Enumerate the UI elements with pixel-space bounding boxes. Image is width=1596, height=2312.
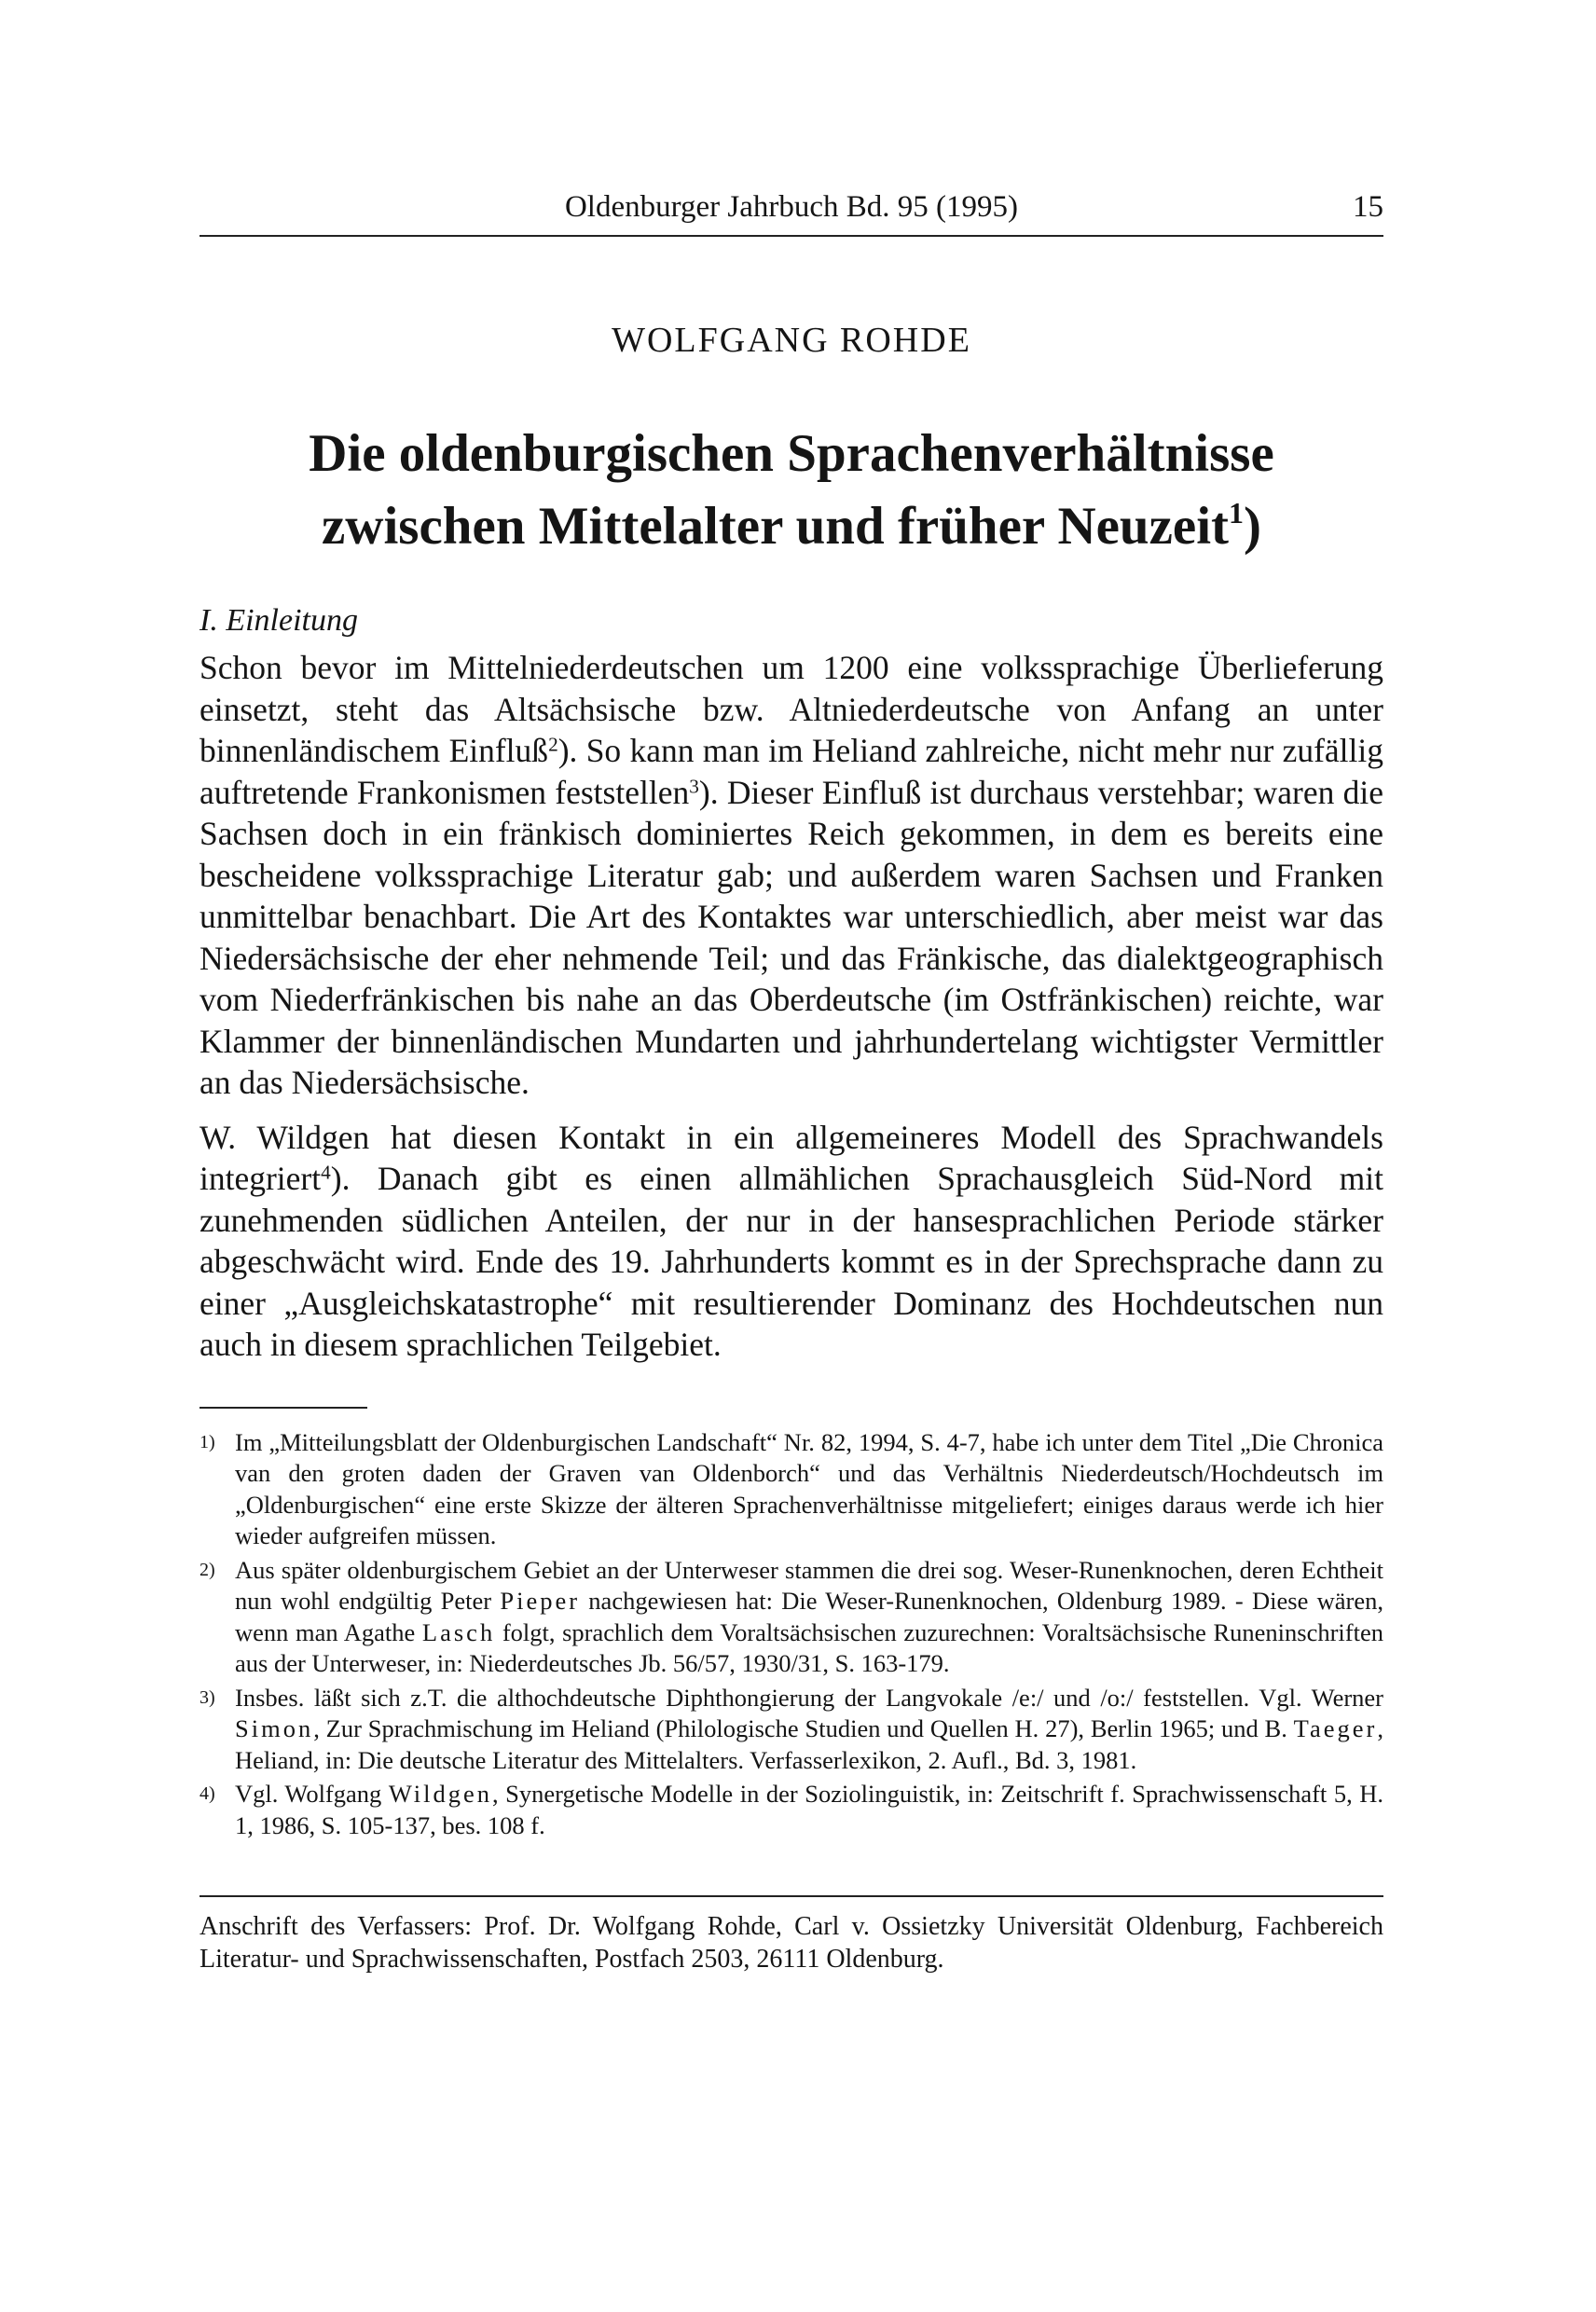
footnote-ref-2: 2 (548, 733, 558, 756)
fn2-text-a: Aus später oldenburgischem Gebiet an der Unterweser stammen die drei sog. Weser-Runenknochen, deren Echtheit nun wohl endgültig Peter (235, 1555, 1383, 1615)
footnote-4 (200, 1779, 1383, 1841)
footnote-2 (200, 1555, 1383, 1680)
fn2-author-lasch: Lasch (421, 1617, 496, 1646)
fn4-author-wildgen: Wildgen (388, 1780, 493, 1808)
para1-text-b: ). So kann man im Heliand zahlreiche, nicht mehr nur zufällig auftretende Frankonismen feststellen (200, 732, 1384, 811)
address-rule (200, 1895, 1383, 1897)
footnote-1 (200, 1427, 1383, 1552)
journal-title: Oldenburger Jahrbuch Bd. 95 (1995) (564, 190, 1019, 224)
para1-text-c: ). Dieser Einfluß ist durchaus verstehbar; waren die Sachsen doch in ein fränkisch dominiertes Reich gekommen, in dem es bereits eine bescheidene volkssprachige Literatur gab; und außerdem waren Sachsen und Franken unmittelbar benachbart. Die Art des Kontaktes war unterschiedlich, aber meist war das Niedersächsische der eher nehmende Teil; und das Fränkische, das dialektgeographisch vom Niederfränkischen bis nahe an das Oberdeutsche (im Ostfränkischen) reichte, war Klammer der binnenländischen Mundarten und jahrhundertelang wichtigster Vermittler an das Niedersächsische. (200, 773, 1383, 1101)
para2-text-a: W. Wildgen hat diesen Kontakt in ein allgemeineres Modell des Sprachwandels integriert (200, 1118, 1383, 1197)
footnote-text (235, 1555, 1383, 1680)
footnote-mark: 2) (200, 1559, 215, 1580)
fn4-text-a: Vgl. Wolfgang (235, 1780, 389, 1808)
body-paragraph-1 (200, 647, 1383, 1104)
body-paragraph-2 (200, 1117, 1383, 1366)
para2-text-b: ). Danach gibt es einen allmählichen Sprachausgleich Süd-Nord mit zunehmenden südlichen Anteilen, der nur in der hansesprachlichen Periode stärker abgeschwächt wird. Ende des 19. Jahrhunderts kommt es in der Sprechsprache dann zu einer „Ausgleichskatastrophe“ mit resultierender Dominanz des Hochdeutschen nun auch in diesem sprachlichen Teilgebiet. (200, 1160, 1383, 1363)
section-heading: I. Einleitung (200, 603, 358, 638)
footnote-ref-3: 3 (689, 774, 699, 797)
page-number: 15 (1353, 190, 1383, 224)
para1-text-a: Schon bevor im Mittelniederdeutschen um 1200 eine volkssprachige Überlieferung einsetzt, steht das Altsächsische bzw. Altniederdeutsche von Anfang an unter binnenländischem Einfluß (200, 649, 1383, 769)
journal-page (200, 183, 1383, 1975)
footnote-rule (200, 1407, 367, 1409)
fn3-text-a: Insbes. läßt sich z.T. die althochdeutsche Diphthongierung der Langvokale /e:/ und /o:/ feststellen. Vgl. Werner (235, 1683, 1383, 1712)
fn2-text-b: nachgewiesen hat: Die Weser-Runenknochen, Oldenburg 1989. - Diese wären, wenn man Agathe (235, 1587, 1383, 1646)
footnote-3 (200, 1683, 1383, 1777)
footnote-mark: 4) (200, 1783, 215, 1804)
article-author: WOLFGANG ROHDE (612, 321, 971, 360)
title-line-2: zwischen Mittelalter und früher Neuzeit (321, 497, 1230, 556)
title-footnote-ref: 1 (1229, 496, 1245, 530)
fn3-text-b: , Zur Sprachmischung im Heliand (Philologische Studien und Quellen H. 27), Berlin 1965; und B. (313, 1714, 1294, 1742)
footnote-ref-4: 4 (321, 1161, 331, 1184)
footnote-text (235, 1683, 1383, 1777)
title-line-1: Die oldenburgischen Sprachenverhältnisse (309, 424, 1274, 483)
fn3-author-simon: Simon (235, 1714, 314, 1742)
footnote-text: Im „Mitteilungsblatt der Oldenburgischen Landschaft“ Nr. 82, 1994, S. 4-7, habe ich unter dem Titel „Die Chronica van den groten daden der Graven van Oldenborch“ und das Verhältnis Niederdeutsch/Hochdeutsch im „Oldenburgischen“ eine erste Skizze der älteren Sprachenverhältnisse mitgeliefert; einiges daraus werde ich hier wieder aufgreifen müssen. (235, 1427, 1383, 1549)
footnote-mark: 1) (200, 1431, 215, 1452)
running-head (200, 183, 1383, 231)
fn3-author-taeger: Taeger (1293, 1714, 1378, 1742)
footnote-text (235, 1779, 1383, 1841)
fn4-text-b: , Synergetische Modelle in der Soziolinguistik, in: Zeitschrift f. Sprachwissenschaft 5, H. 1, 1986, S. 105-137, bes. 108 f. (235, 1780, 1383, 1839)
article-title: Die oldenburgischen Sprachenverhältnisse zwischen Mittelalter und früher Neuzeit$^1$) (309, 424, 1274, 556)
fn3-text-c: , Heliand, in: Die deutsche Literatur des Mittelalters. Verfasserlexikon, 2. Aufl., Bd. 3, 1981. (235, 1714, 1383, 1774)
header-rule (200, 235, 1383, 237)
fn2-text-c: folgt, sprachlich dem Voraltsächsischen zuzurechnen: Voraltsächsische Runeninschriften aus der Unterweser, in: Niederdeutsches Jb. 56/57, 1930/31, S. 163-179. (235, 1617, 1383, 1677)
fn2-author-pieper: Pieper (500, 1587, 581, 1615)
author-address: Anschrift des Verfassers: Prof. Dr. Wolfgang Rohde, Carl v. Ossietzky Universität Oldenburg, Fachbereich Literatur- und Sprachwissenschaften, Postfach 2503, 26111 Oldenburg. (200, 1912, 1383, 1974)
footnote-mark: 3) (200, 1686, 215, 1708)
